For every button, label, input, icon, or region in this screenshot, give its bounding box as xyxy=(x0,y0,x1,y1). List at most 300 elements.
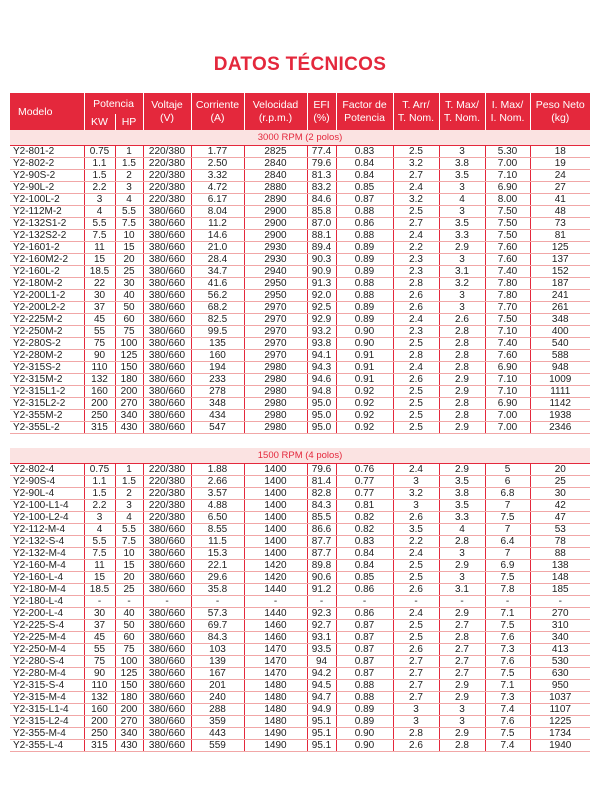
table-cell: 1470 xyxy=(244,644,307,656)
table-cell: 2.4 xyxy=(393,548,439,560)
table-cell: 7.80 xyxy=(485,278,530,290)
table-row xyxy=(10,374,590,386)
table-cell: 348 xyxy=(530,314,590,326)
table-cell: 11 xyxy=(84,560,115,572)
table-cell: 380/660 xyxy=(143,206,191,218)
table-cell: 1.5 xyxy=(115,476,143,488)
table-row xyxy=(10,680,590,692)
table-cell: 7.5 xyxy=(84,230,115,242)
table-cell: 7.80 xyxy=(485,290,530,302)
col-tarr: T. Arr/ T. Nom. xyxy=(393,93,439,130)
table-cell: 380/660 xyxy=(143,692,191,704)
table-cell: 2970 xyxy=(244,314,307,326)
table-cell: 20 xyxy=(530,464,590,476)
table-cell: 315 xyxy=(84,740,115,752)
table-cell: 2.9 xyxy=(439,608,485,620)
table-cell: 75 xyxy=(84,338,115,350)
table-cell: 0.87 xyxy=(336,620,393,632)
table-cell: Y2-315-L1-4 xyxy=(10,704,84,716)
table-cell: 2346 xyxy=(530,422,590,434)
table-cell: 3.8 xyxy=(439,488,485,500)
table-cell: 2950 xyxy=(244,278,307,290)
table-cell: 0.88 xyxy=(336,680,393,692)
table-cell: 3 xyxy=(115,500,143,512)
table-cell: 40 xyxy=(115,290,143,302)
table-cell: 380/660 xyxy=(143,608,191,620)
table-cell: 7.5 xyxy=(485,728,530,740)
table-cell: 340 xyxy=(115,410,143,422)
table-cell: 85.8 xyxy=(307,206,336,218)
table-cell: Y2-132-S-4 xyxy=(10,536,84,548)
table-cell: 310 xyxy=(530,620,590,632)
table-row xyxy=(10,254,590,266)
table-cell: 380/660 xyxy=(143,716,191,728)
table-cell: Y2-315L1-2 xyxy=(10,386,84,398)
table-cell: 1400 xyxy=(244,500,307,512)
table-cell: 5.30 xyxy=(485,146,530,158)
table-cell: 81 xyxy=(530,230,590,242)
table-cell: 0.84 xyxy=(336,158,393,170)
table-cell: 84.3 xyxy=(191,632,244,644)
table-cell: 0.87 xyxy=(336,644,393,656)
table-cell: 7.1 xyxy=(485,608,530,620)
table-cell: 20 xyxy=(115,572,143,584)
table-cell: 194 xyxy=(191,362,244,374)
table-row xyxy=(10,644,590,656)
table-cell: Y2-225M-2 xyxy=(10,314,84,326)
table-cell: 1420 xyxy=(244,572,307,584)
table-cell: - xyxy=(115,596,143,608)
table-cell: 1111 xyxy=(530,386,590,398)
table-cell: 30 xyxy=(84,290,115,302)
table-cell: Y2-100-L2-4 xyxy=(10,512,84,524)
table-cell: 1142 xyxy=(530,398,590,410)
technical-data-table xyxy=(10,93,590,752)
table-cell: 315 xyxy=(84,422,115,434)
table-cell: 1 xyxy=(115,464,143,476)
table-cell: 84.3 xyxy=(307,500,336,512)
table-cell: Y2-132S1-2 xyxy=(10,218,84,230)
table-cell: Y2-132-M-4 xyxy=(10,548,84,560)
table-cell: Y2-160M2-2 xyxy=(10,254,84,266)
table-cell: 0.86 xyxy=(336,608,393,620)
table-cell: 94.1 xyxy=(307,350,336,362)
table-cell: 2.9 xyxy=(439,374,485,386)
table-cell: 1490 xyxy=(244,740,307,752)
table-cell: 2840 xyxy=(244,158,307,170)
table-cell: 380/660 xyxy=(143,326,191,338)
table-cell: 380/660 xyxy=(143,350,191,362)
table-cell: 2.4 xyxy=(393,464,439,476)
table-cell: Y2-160-L-4 xyxy=(10,572,84,584)
table-cell: 1400 xyxy=(244,464,307,476)
table-cell: 630 xyxy=(530,668,590,680)
table-cell: 380/660 xyxy=(143,266,191,278)
table-cell: 94.5 xyxy=(307,680,336,692)
table-cell: 5.5 xyxy=(84,218,115,230)
table-cell: 3 xyxy=(439,302,485,314)
table-cell: 4.72 xyxy=(191,182,244,194)
table-cell: 7.60 xyxy=(485,350,530,362)
table-cell: 100 xyxy=(115,338,143,350)
table-cell: 2 xyxy=(115,488,143,500)
table-cell: Y2-160L-2 xyxy=(10,266,84,278)
table-cell: Y2-180-M-4 xyxy=(10,584,84,596)
table-cell: 2.6 xyxy=(393,512,439,524)
table-cell: 2.8 xyxy=(439,536,485,548)
col-potencia: Potencia xyxy=(84,93,143,114)
table-cell: 137 xyxy=(530,254,590,266)
table-cell: 87.7 xyxy=(307,548,336,560)
table-cell: 2.5 xyxy=(393,338,439,350)
table-cell: 91.2 xyxy=(307,584,336,596)
table-cell: 1734 xyxy=(530,728,590,740)
table-cell: 2.5 xyxy=(393,572,439,584)
table-cell: 200 xyxy=(115,386,143,398)
table-cell: 2.8 xyxy=(439,326,485,338)
table-cell: 15 xyxy=(84,572,115,584)
table-cell: 3.32 xyxy=(191,170,244,182)
table-cell: 0.85 xyxy=(336,572,393,584)
table-cell: 0.88 xyxy=(336,692,393,704)
table-cell: 270 xyxy=(115,716,143,728)
table-row xyxy=(10,230,590,242)
table-cell: 37 xyxy=(84,620,115,632)
table-cell: 3 xyxy=(439,716,485,728)
table-row xyxy=(10,350,590,362)
table-cell: 53 xyxy=(530,524,590,536)
table-row xyxy=(10,410,590,422)
table-cell: 1480 xyxy=(244,716,307,728)
table-cell: 135 xyxy=(191,338,244,350)
table-cell: 60 xyxy=(115,632,143,644)
table-cell: 380/660 xyxy=(143,362,191,374)
table-cell: 1480 xyxy=(244,680,307,692)
table-cell: 2970 xyxy=(244,326,307,338)
table-cell: 132 xyxy=(84,374,115,386)
table-cell: 2825 xyxy=(244,146,307,158)
table-cell: Y2-315S-2 xyxy=(10,362,84,374)
table-cell: 88.1 xyxy=(307,230,336,242)
table-cell: 2.7 xyxy=(393,692,439,704)
table-cell: 94.2 xyxy=(307,668,336,680)
table-cell: 2.9 xyxy=(439,422,485,434)
table-cell: 380/660 xyxy=(143,386,191,398)
table-cell: 0.87 xyxy=(336,194,393,206)
table-cell: 380/660 xyxy=(143,242,191,254)
table-cell: 2.5 xyxy=(393,206,439,218)
table-cell: 0.81 xyxy=(336,500,393,512)
table-row xyxy=(10,218,590,230)
table-cell: Y2-355M-2 xyxy=(10,410,84,422)
table-cell: 7.50 xyxy=(485,230,530,242)
table-cell: 7.5 xyxy=(84,548,115,560)
table-cell: 1009 xyxy=(530,374,590,386)
table-cell: 25 xyxy=(115,266,143,278)
table-cell: 75 xyxy=(115,326,143,338)
table-cell: Y2-180M-2 xyxy=(10,278,84,290)
table-cell: Y2-355L-2 xyxy=(10,422,84,434)
table-cell: 380/660 xyxy=(143,374,191,386)
table-cell: 380/660 xyxy=(143,278,191,290)
table-cell: 14.6 xyxy=(191,230,244,242)
table-row xyxy=(10,524,590,536)
table-cell: 2.5 xyxy=(393,410,439,422)
table-row xyxy=(10,266,590,278)
table-cell: Y2-315-M-4 xyxy=(10,692,84,704)
table-cell: 0.75 xyxy=(84,146,115,158)
table-cell: 0.88 xyxy=(336,206,393,218)
table-cell: 4 xyxy=(439,194,485,206)
table-cell: 7.3 xyxy=(485,644,530,656)
table-cell: 10 xyxy=(115,230,143,242)
table-row xyxy=(10,206,590,218)
table-cell: 22 xyxy=(84,278,115,290)
table-cell: 93.8 xyxy=(307,338,336,350)
table-cell: 79.6 xyxy=(307,464,336,476)
table-cell: 90.9 xyxy=(307,266,336,278)
table-cell: 0.83 xyxy=(336,536,393,548)
table-cell: 2.7 xyxy=(393,218,439,230)
table-cell: 21.0 xyxy=(191,242,244,254)
table-cell: 1225 xyxy=(530,716,590,728)
table-cell: 1.5 xyxy=(84,170,115,182)
table-cell: 4 xyxy=(84,524,115,536)
table-row xyxy=(10,302,590,314)
table-cell: 948 xyxy=(530,362,590,374)
table-cell: 2.3 xyxy=(393,326,439,338)
table-cell: 270 xyxy=(115,398,143,410)
table-cell: 1400 xyxy=(244,548,307,560)
table-cell: 2980 xyxy=(244,386,307,398)
table-cell: Y2-200L1-2 xyxy=(10,290,84,302)
table-cell: Y2-802-4 xyxy=(10,464,84,476)
table-cell: 3 xyxy=(393,704,439,716)
table-cell: 2900 xyxy=(244,230,307,242)
table-cell: 7.00 xyxy=(485,422,530,434)
table-cell: Y2-801-2 xyxy=(10,146,84,158)
table-cell: 15 xyxy=(84,254,115,266)
table-cell: 27 xyxy=(530,182,590,194)
table-cell: 7.00 xyxy=(485,410,530,422)
table-cell: 1400 xyxy=(244,524,307,536)
table-cell: 200 xyxy=(115,704,143,716)
table-cell: 92.5 xyxy=(307,302,336,314)
table-cell: 0.88 xyxy=(336,290,393,302)
table-cell: 380/660 xyxy=(143,218,191,230)
table-cell: 148 xyxy=(530,572,590,584)
table-cell: 7.8 xyxy=(485,584,530,596)
table-cell: 75 xyxy=(84,656,115,668)
table-cell: 241 xyxy=(530,290,590,302)
section-1500rpm xyxy=(10,448,590,752)
table-cell: 380/660 xyxy=(143,560,191,572)
table-cell: 0.82 xyxy=(336,524,393,536)
table-cell: 7 xyxy=(485,524,530,536)
table-cell: Y2-1601-2 xyxy=(10,242,84,254)
table-cell: 380/660 xyxy=(143,410,191,422)
table-cell: 45 xyxy=(84,632,115,644)
table-cell: 73 xyxy=(530,218,590,230)
table-cell: 7.40 xyxy=(485,266,530,278)
table-cell: 7.10 xyxy=(485,326,530,338)
table-cell: 85.5 xyxy=(307,512,336,524)
col-imax: I. Max/ I. Nom. xyxy=(485,93,530,130)
table-cell: 2.2 xyxy=(84,500,115,512)
table-cell: 0.87 xyxy=(336,632,393,644)
table-cell: 0.89 xyxy=(336,302,393,314)
table-cell: 430 xyxy=(115,422,143,434)
table-row xyxy=(10,326,590,338)
table-cell: 2950 xyxy=(244,290,307,302)
table-cell: 18.5 xyxy=(84,584,115,596)
table-cell: Y2-802-2 xyxy=(10,158,84,170)
table-cell: 2970 xyxy=(244,350,307,362)
table-cell: 40 xyxy=(115,608,143,620)
table-cell: 0.89 xyxy=(336,266,393,278)
table-cell: 430 xyxy=(115,740,143,752)
table-cell: 2.66 xyxy=(191,476,244,488)
table-cell: 88 xyxy=(530,548,590,560)
table-cell: 0.91 xyxy=(336,350,393,362)
table-cell: 30 xyxy=(530,488,590,500)
table-cell: 220/380 xyxy=(143,464,191,476)
table-cell: 380/660 xyxy=(143,536,191,548)
table-cell: 187 xyxy=(530,278,590,290)
table-cell: 7.4 xyxy=(485,740,530,752)
table-cell: 1420 xyxy=(244,560,307,572)
table-cell: 2.7 xyxy=(393,680,439,692)
table-cell: 7.60 xyxy=(485,242,530,254)
col-peso: Peso Neto (kg) xyxy=(530,93,590,130)
table-cell: 11 xyxy=(84,242,115,254)
table-cell: 4 xyxy=(439,524,485,536)
table-cell: Y2-250M-2 xyxy=(10,326,84,338)
table-cell: 3 xyxy=(84,194,115,206)
table-cell: 15 xyxy=(115,560,143,572)
table-cell: - xyxy=(393,596,439,608)
table-cell: 90 xyxy=(84,350,115,362)
table-cell: 0.90 xyxy=(336,338,393,350)
table-cell: 250 xyxy=(84,410,115,422)
table-cell: 0.87 xyxy=(336,668,393,680)
table-cell: 2.7 xyxy=(393,668,439,680)
table-cell: 6.4 xyxy=(485,536,530,548)
table-cell: 90 xyxy=(84,668,115,680)
table-cell: 2.5 xyxy=(393,632,439,644)
table-cell: 270 xyxy=(530,608,590,620)
table-cell: 95.0 xyxy=(307,422,336,434)
table-cell: 2 xyxy=(115,170,143,182)
table-cell: 0.92 xyxy=(336,398,393,410)
col-kw: KW xyxy=(84,114,115,130)
table-cell: 380/660 xyxy=(143,524,191,536)
table-cell: 30 xyxy=(84,608,115,620)
table-cell: 588 xyxy=(530,350,590,362)
table-cell: 1107 xyxy=(530,704,590,716)
table-row xyxy=(10,704,590,716)
table-cell: - xyxy=(143,596,191,608)
table-cell: 0.90 xyxy=(336,326,393,338)
table-row xyxy=(10,398,590,410)
table-cell: 92.0 xyxy=(307,290,336,302)
table-cell: 7.5 xyxy=(115,218,143,230)
table-cell: 413 xyxy=(530,644,590,656)
table-cell: 7.1 xyxy=(485,680,530,692)
table-cell: 89.4 xyxy=(307,242,336,254)
table-row xyxy=(10,620,590,632)
table-cell: - xyxy=(84,596,115,608)
table-cell: 7.4 xyxy=(485,704,530,716)
table-cell: 15 xyxy=(115,242,143,254)
table-cell: Y2-90S-4 xyxy=(10,476,84,488)
table-cell: 2.4 xyxy=(393,230,439,242)
table-cell: 93.1 xyxy=(307,632,336,644)
table-cell: 3 xyxy=(115,182,143,194)
table-cell: 2.2 xyxy=(393,536,439,548)
table-cell: 92.7 xyxy=(307,620,336,632)
table-cell: 180 xyxy=(115,692,143,704)
table-cell: Y2-280S-2 xyxy=(10,338,84,350)
table-cell: 2.8 xyxy=(393,278,439,290)
table-cell: 3 xyxy=(439,182,485,194)
table-cell: 2.50 xyxy=(191,158,244,170)
table-cell: 1440 xyxy=(244,608,307,620)
table-cell: 2.8 xyxy=(439,338,485,350)
table-cell: 547 xyxy=(191,422,244,434)
table-cell: 3.2 xyxy=(393,488,439,500)
table-cell: 160 xyxy=(84,704,115,716)
table-cell: Y2-355-L-4 xyxy=(10,740,84,752)
table-cell: 380/660 xyxy=(143,644,191,656)
col-modelo: Modelo xyxy=(10,93,84,130)
table-cell: 95.0 xyxy=(307,398,336,410)
table-cell: 99.5 xyxy=(191,326,244,338)
table-cell: 4 xyxy=(115,194,143,206)
table-cell: 45 xyxy=(84,314,115,326)
table-cell: 6.90 xyxy=(485,182,530,194)
table-cell: 150 xyxy=(115,362,143,374)
table-cell: 2.8 xyxy=(439,410,485,422)
table-row xyxy=(10,656,590,668)
table-row xyxy=(10,692,590,704)
table-cell: 6.9 xyxy=(485,560,530,572)
table-cell: 19 xyxy=(530,158,590,170)
table-cell: 220/380 xyxy=(143,158,191,170)
table-row xyxy=(10,572,590,584)
table-cell: 250 xyxy=(84,728,115,740)
table-cell: 3 xyxy=(439,206,485,218)
table-row xyxy=(10,422,590,434)
table-cell: 0.76 xyxy=(336,464,393,476)
table-cell: 3.3 xyxy=(439,230,485,242)
table-cell: 1460 xyxy=(244,632,307,644)
table-cell: 0.89 xyxy=(336,254,393,266)
table-cell: 81.3 xyxy=(307,170,336,182)
table-cell: 0.87 xyxy=(336,656,393,668)
table-cell: 94.7 xyxy=(307,692,336,704)
table-cell: - xyxy=(439,596,485,608)
table-cell: 0.86 xyxy=(336,584,393,596)
table-cell: 94.3 xyxy=(307,362,336,374)
table-cell: 160 xyxy=(191,350,244,362)
table-cell: 380/660 xyxy=(143,548,191,560)
col-tmax: T. Max/ T. Nom. xyxy=(439,93,485,130)
table-cell: 380/660 xyxy=(143,728,191,740)
table-cell: 41 xyxy=(530,194,590,206)
table-header xyxy=(10,93,590,130)
table-cell: Y2-315-S-4 xyxy=(10,680,84,692)
